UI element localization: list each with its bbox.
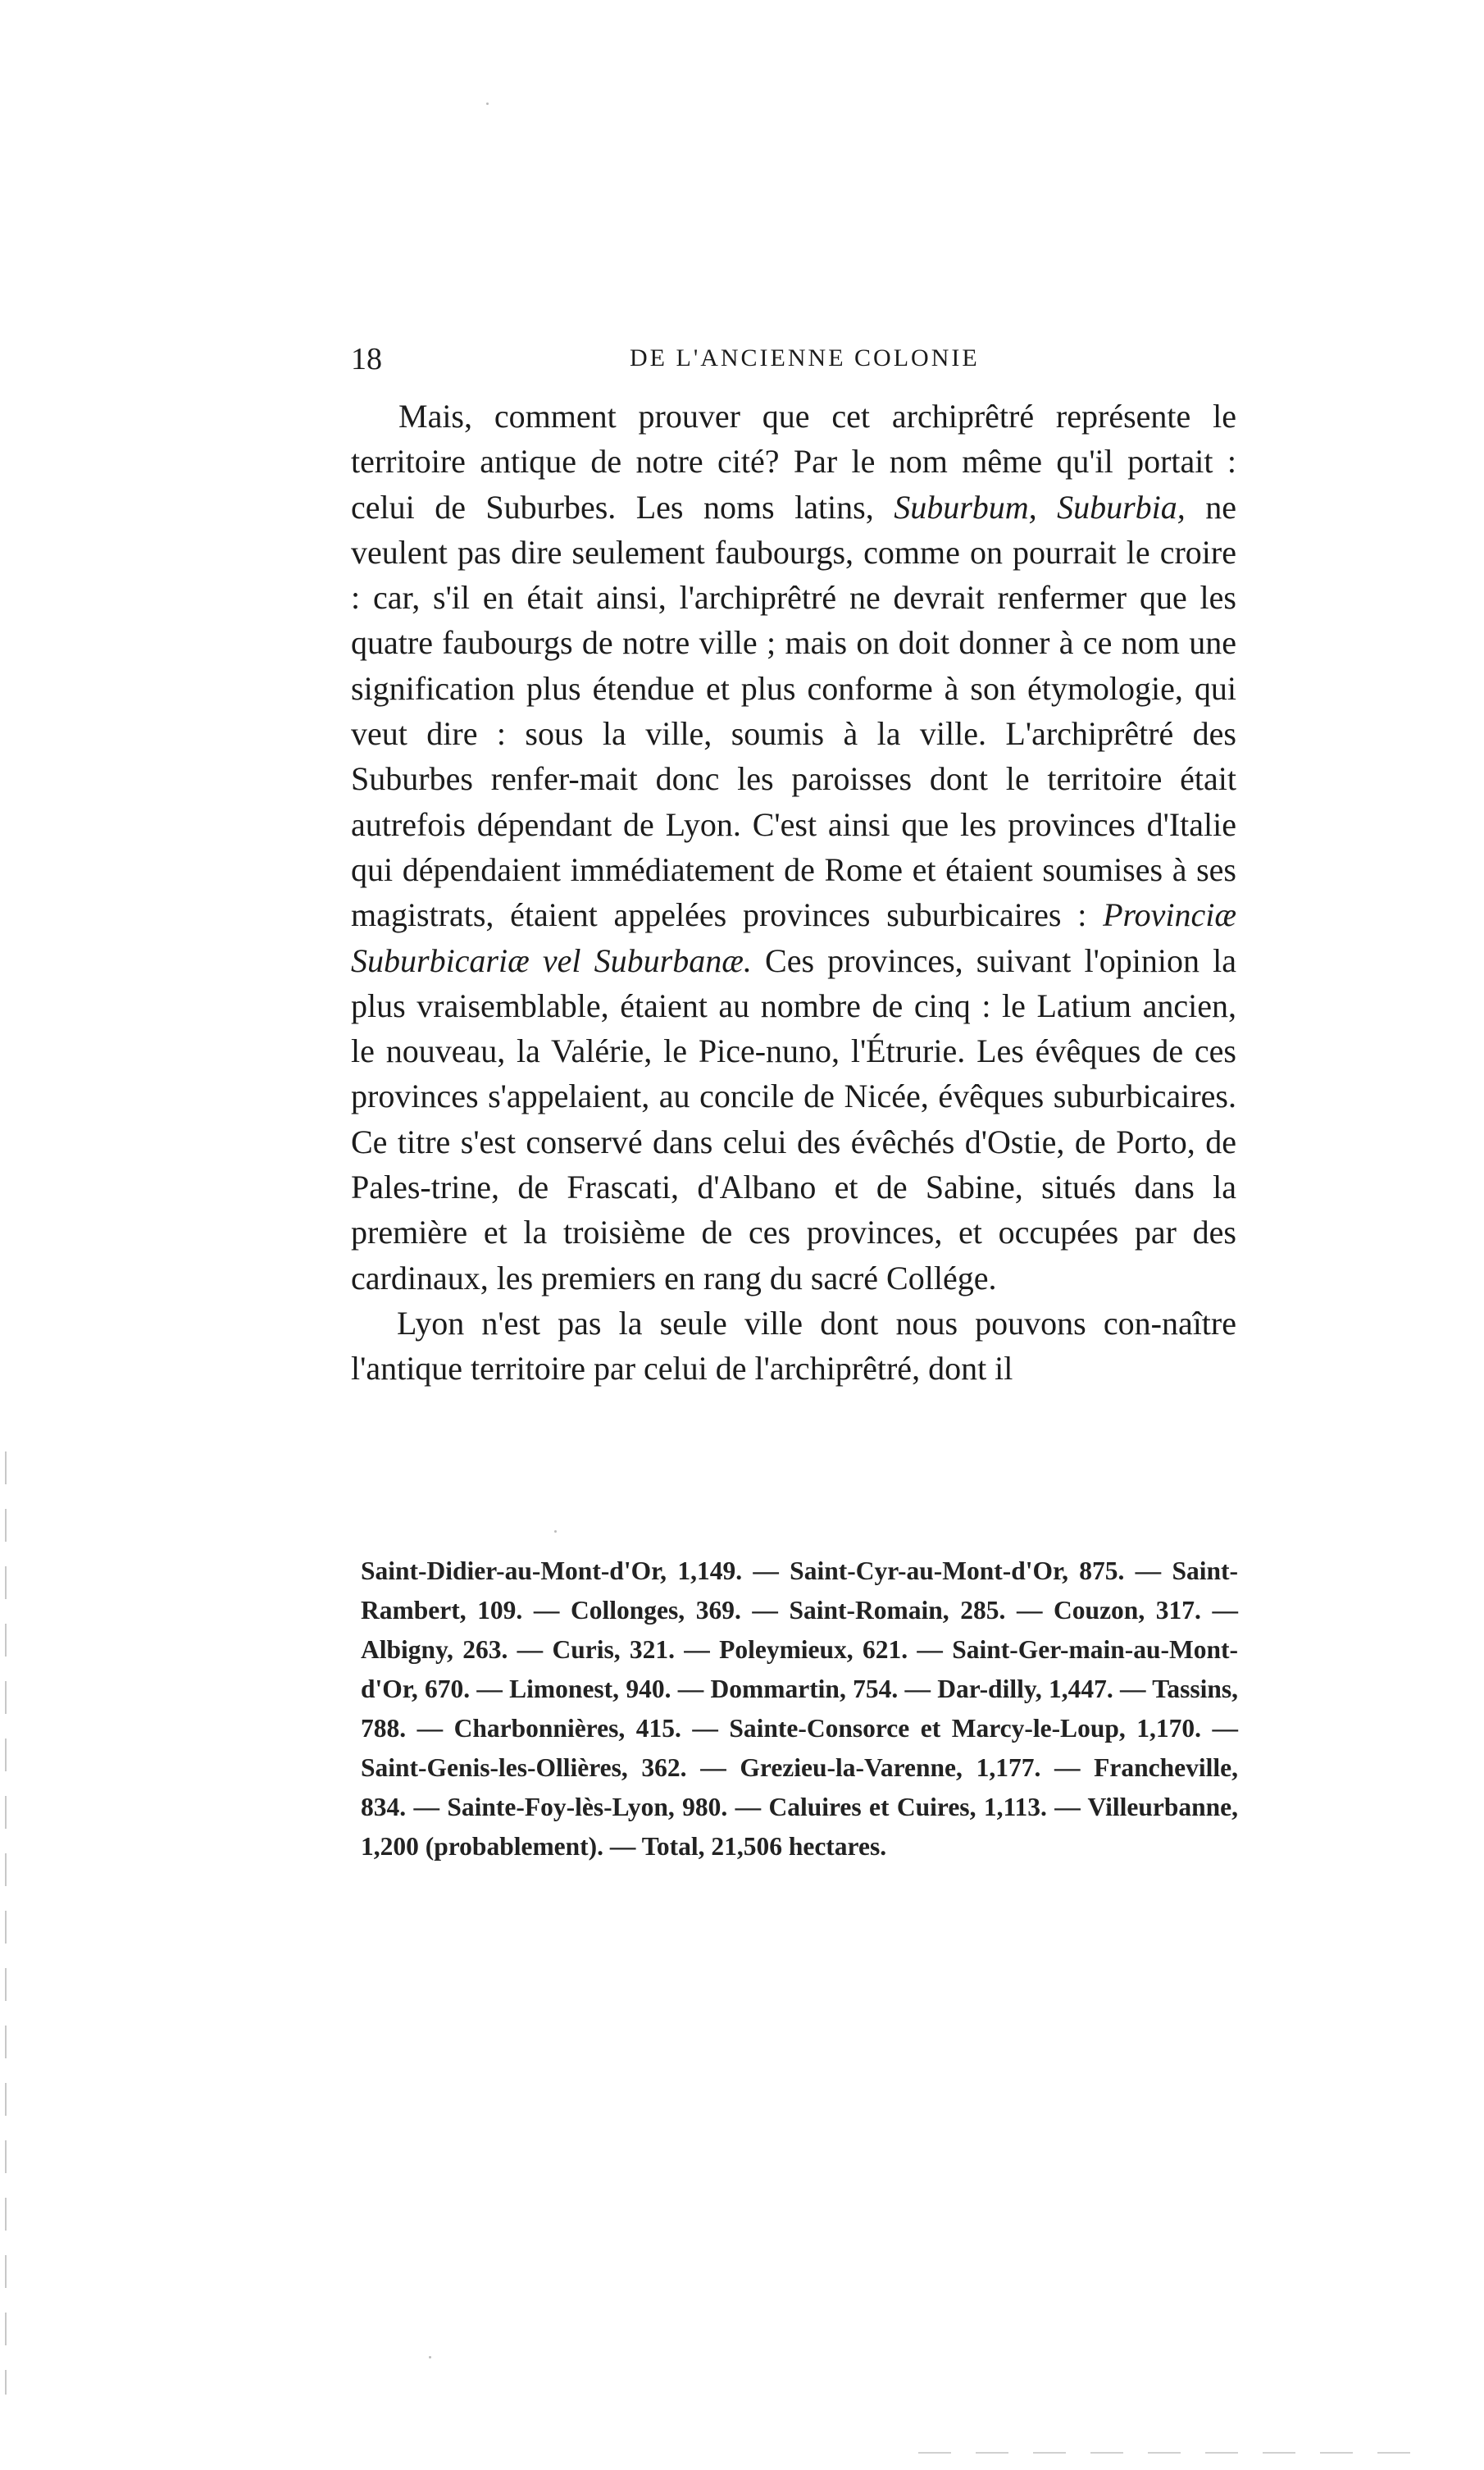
text-run: Ces provinces, suivant l'opinion la plus vraisemblable, étaient au nombre de cinq : le Latium ancien, le nouveau, la Valérie, le Pice-nuno, l'Étrurie. Les évêques de ces provinces s'appelaient, au concile de Nicée, évêques suburbicaires. Ce titre s'est conservé dans celui des évêchés d'Ostie, de Porto, de Pales-trine, de Frascati, d'Albano et de Sabine, situés dans la première et la troisième de ces provinces, et occupées par des cardinaux, les premiers en rang du sacré Collége. (351, 941, 1236, 1297)
scan-margin-artifact (5, 1451, 7, 2395)
text-run: Mais, comment prouver que cet archiprêtré représente le territoire antique de notre cité? Par le nom même qu'il portait : celui de Suburbes. Les noms latins, (351, 398, 1236, 526)
latin-term: Suburbum, Suburbia, (894, 488, 1186, 526)
scan-bottom-artifact (918, 2452, 1410, 2454)
page-header (351, 341, 1253, 390)
paragraph: Lyon n'est pas la seule ville dont nous pouvons con-naître l'antique territoire par celui de l'archiprêtré, dont il (351, 1304, 1236, 1388)
latin-term: Provinciæ Suburbicariæ vel Suburbanæ. (351, 896, 1236, 979)
page-number: 18 (351, 342, 382, 376)
footnote-text: Saint-Didier-au-Mont-d'Or, 1,149. — Saint-Cyr-au-Mont-d'Or, 875. — Saint-Rambert, 109. — Collonges, 369. — Saint-Romain, 285. — Couzon, 317. — Albigny, 263. — Curis, 321. — Poleymieux, 621. — Saint-Ger-main-au-Mont-d'Or, 670. — Limonest, 940. — Dommartin, 754. — Dar-dilly, 1,447. — Tassins, 788. — Charbonnières, 415. — Sainte-Consorce et Marcy-le-Loup, 1,170. — Saint-Genis-les-Ollières, 362. — Grezieu-la-Varenne, 1,177. — Francheville, 834. — Sainte-Foy-lès-Lyon, 980. — Caluires et Cuires, 1,113. — Villeurbanne, 1,200 (probablement). — Total, 21,506 hectares. (361, 1556, 1238, 1861)
scan-speck (554, 1530, 557, 1533)
paragraph (351, 394, 1236, 1301)
running-head: DE L'ANCIENNE COLONIE (630, 344, 980, 371)
main-text (351, 394, 1236, 1392)
text-run: ne veulent pas dire seulement faubourgs, comme on pourrait le croire : car, s'il en était ainsi, l'archiprêtré ne devrait renfermer que les quatre faubourgs de notre ville ; mais on doit donner à ce nom une signification plus étendue et plus conforme à son étymologie, qui veut dire : sous la ville, soumis à la ville. L'archiprêtré des Suburbes renfer-mait donc les paroisses dont le territoire était autrefois dépendant de Lyon. C'est ainsi que les provinces d'Italie qui dépendaient immédiatement de Rome et étaient soumises à ses magistrats, étaient appelées provinces suburbicaires : (351, 488, 1236, 934)
footnote (361, 1552, 1238, 1866)
scan-speck (486, 103, 489, 105)
scan-speck (429, 2356, 431, 2358)
